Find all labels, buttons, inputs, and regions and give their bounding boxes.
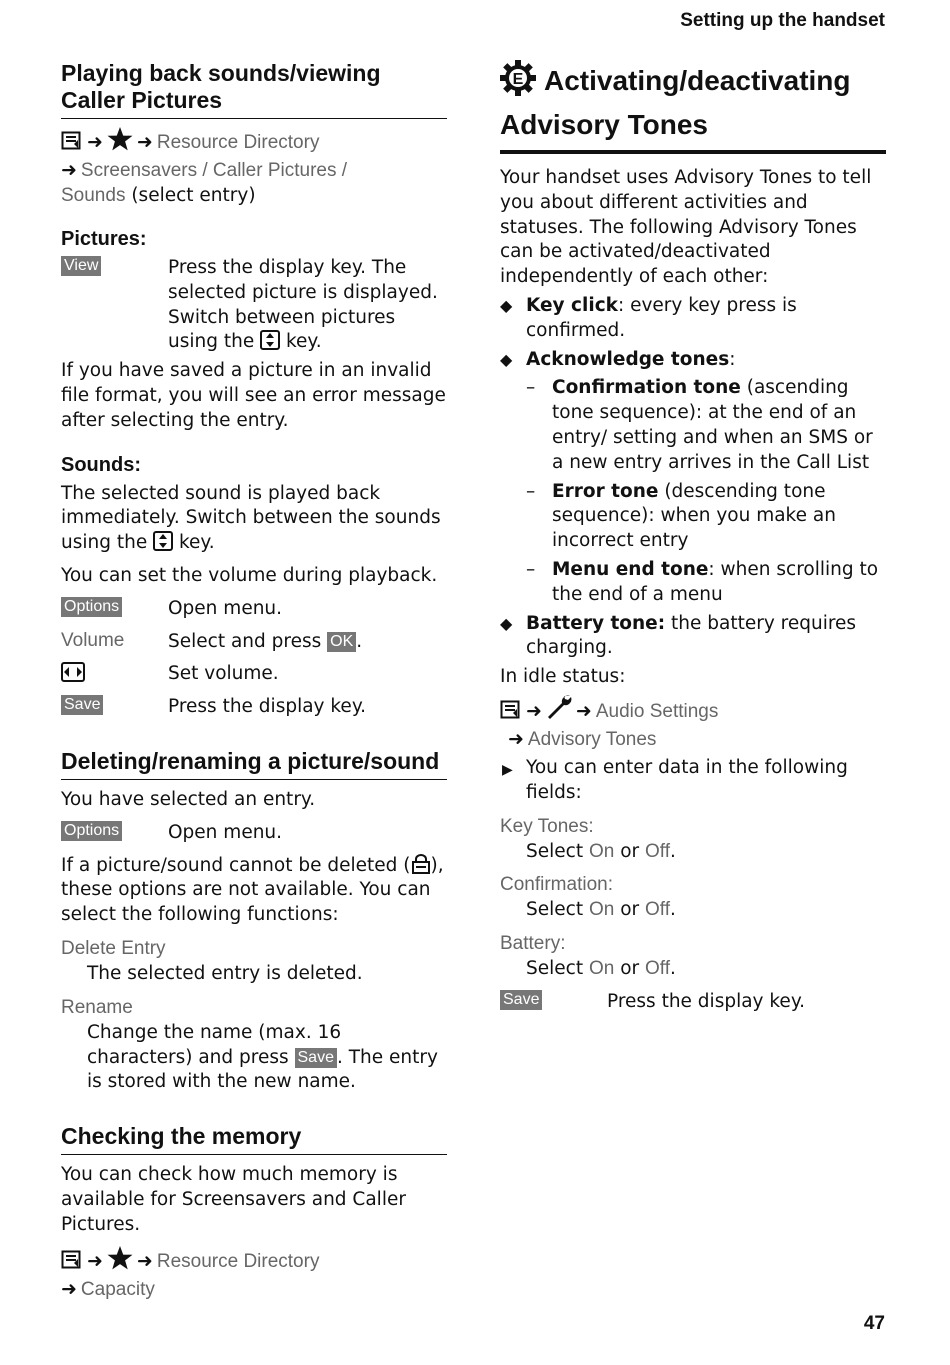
option-off[interactable]: Off <box>645 840 670 862</box>
list-item <box>500 348 886 608</box>
ok-key[interactable]: OK <box>327 632 356 652</box>
star-icon <box>107 1246 133 1277</box>
menu-item-capacity[interactable]: Capacity <box>80 1278 155 1300</box>
arrow-icon: ➜ <box>61 1277 77 1300</box>
view-text-end: key. <box>280 331 322 353</box>
sounds-text <box>61 482 447 556</box>
menu-item-delete-entry[interactable]: Delete Entry <box>61 937 166 959</box>
option-off[interactable]: Off <box>645 899 670 921</box>
dash-bullet: – <box>526 480 536 502</box>
invalid-format-text: If you have saved a picture in an invalid file format, you will see an error message after selecting the entry. <box>61 360 446 431</box>
rename-text <box>61 1021 447 1095</box>
field-options <box>500 898 886 923</box>
menu-path-advisory <box>500 694 886 752</box>
bullet-term: Acknowledge tones <box>526 348 730 370</box>
option-on[interactable]: On <box>588 840 615 862</box>
field-label: Battery: <box>500 933 566 955</box>
memory-text: You can check how much memory is available for Screensavers and Caller Pictures. <box>61 1164 406 1235</box>
arrow-icon: ➜ <box>87 1249 103 1272</box>
section-title-deleting: Deleting/renaming a picture/sound <box>61 748 447 780</box>
path-note: (select entry) <box>125 185 256 206</box>
or-text: or <box>614 840 645 862</box>
or-text: or <box>614 958 645 980</box>
sub-text: : when scrolling to the end of a menu <box>552 558 879 605</box>
sounds-text-start: The selected sound is played back immediately. Switch between the sounds using the <box>61 482 441 554</box>
menu-item-resource-directory[interactable]: Resource Directory <box>156 1250 320 1272</box>
cannot-delete-text <box>61 854 447 928</box>
list-item <box>526 558 886 608</box>
nav-left-right-icon <box>61 667 85 686</box>
save-text: Press the display key. <box>168 696 367 718</box>
bullet-text: the battery requires charging. <box>526 612 857 659</box>
menu-item-sounds[interactable]: Sounds <box>61 185 126 206</box>
title-line-1: Activating/deactivating <box>544 65 851 96</box>
rename-text-end: . The entry is stored with the new name. <box>87 1046 438 1093</box>
field-battery <box>500 931 886 982</box>
arrow-icon: ➜ <box>136 1249 153 1272</box>
triangle-bullet-icon: ▶ <box>502 761 513 778</box>
menu-item-resource-directory[interactable]: Resource Directory <box>156 132 320 153</box>
arrow-icon: ➜ <box>61 159 77 181</box>
options-row <box>61 597 447 622</box>
dash-bullet: – <box>526 377 536 399</box>
protected-icon <box>411 855 431 876</box>
period: . <box>670 958 676 980</box>
option-on[interactable]: On <box>588 899 615 921</box>
field-label: Key Tones: <box>500 815 594 837</box>
title-line-2: Advisory Tones <box>500 109 708 140</box>
sub-term: Error tone <box>552 480 659 502</box>
arrow-icon: ➜ <box>136 131 153 153</box>
save-key[interactable]: Save <box>61 695 103 715</box>
save-key[interactable]: Save <box>295 1048 337 1068</box>
delete-entry-text: The selected entry is deleted. <box>87 962 363 984</box>
field-options <box>500 840 886 865</box>
options-text: Open menu. <box>168 597 283 619</box>
sub-term: Menu end tone <box>552 558 709 580</box>
field-confirmation <box>500 872 886 923</box>
field-options <box>500 957 886 982</box>
deleting-options-row <box>61 821 447 846</box>
menu-item-audio-settings[interactable]: Audio Settings <box>595 700 719 722</box>
menu-path-playback <box>61 127 447 208</box>
bullet-term: Key click <box>526 294 618 316</box>
list-item <box>526 480 886 554</box>
cannot-delete-start: If a picture/sound cannot be deleted ( <box>61 854 411 876</box>
advisory-intro: Your handset uses Advisory Tones to tell you about different activities and statuses. The following Advisory Tones can be activated/deactivated independently of each other: <box>500 167 872 288</box>
select-text: Select <box>526 840 589 862</box>
menu-item-advisory-tones[interactable]: Advisory Tones <box>527 728 657 750</box>
save-row <box>61 695 447 720</box>
view-key[interactable]: View <box>61 256 101 276</box>
advisory-save-row <box>500 990 886 1015</box>
left-column <box>61 60 447 1302</box>
svg-text:E: E <box>512 71 524 88</box>
option-on[interactable]: On <box>588 958 615 980</box>
section-title-memory: Checking the memory <box>61 1123 447 1155</box>
page-number: 47 <box>863 1313 885 1334</box>
enter-data-label: You can enter data in the following fields: <box>526 756 848 803</box>
deleting-options-text: Open menu. <box>168 821 283 843</box>
view-row <box>61 256 447 355</box>
set-volume-row <box>61 662 447 687</box>
expert-mode-icon <box>500 60 536 106</box>
set-volume-text: Set volume. <box>168 663 279 685</box>
advisory-tone-list <box>500 294 886 661</box>
rename-text-start: Change the name (max. 16 characters) and press <box>87 1021 342 1068</box>
option-off[interactable]: Off <box>645 958 670 980</box>
field-key-tones <box>500 814 886 865</box>
or-text: or <box>614 899 645 921</box>
list-item <box>526 376 886 475</box>
menu-icon <box>61 131 83 158</box>
volume-row <box>61 630 447 655</box>
section-title-playback: Playing back sounds/viewing Caller Pictures <box>61 60 447 119</box>
select-text: Select <box>526 958 589 980</box>
nav-updown-icon <box>260 331 280 352</box>
sub-term: Confirmation tone <box>552 377 741 399</box>
volume-intro: You can set the volume during playback. <box>61 564 438 586</box>
diamond-bullet-icon: ◆ <box>500 613 513 633</box>
view-text: Press the display key. The selected picture is displayed. Switch between pictures using the <box>168 257 438 353</box>
options-key[interactable]: Options <box>61 597 122 617</box>
diamond-bullet-icon: ◆ <box>500 349 513 369</box>
section-title-advisory-tones <box>500 60 886 154</box>
menu-icon <box>61 1250 83 1277</box>
acknowledge-tone-sublist <box>526 376 886 607</box>
options-key[interactable]: Options <box>61 821 122 841</box>
bullet-term: Battery tone: <box>526 612 666 634</box>
star-icon <box>107 127 133 158</box>
right-column <box>500 60 886 1015</box>
save-key[interactable]: Save <box>500 990 542 1010</box>
period: . <box>670 899 676 921</box>
bullet-text: : every key press is confirmed. <box>526 294 797 341</box>
arrow-icon: ➜ <box>575 699 592 722</box>
sub-text: (descending tone sequence): when you make an incorrect entry <box>552 480 836 552</box>
sounds-text-end: key. <box>173 532 215 554</box>
menu-path-memory <box>61 1246 447 1302</box>
menu-item-rename[interactable]: Rename <box>61 996 133 1018</box>
list-item <box>500 294 886 344</box>
arrow-icon: ➜ <box>526 699 542 722</box>
field-label: Confirmation: <box>500 874 613 896</box>
advisory-save-text: Press the display key. <box>607 990 806 1012</box>
enter-data-text <box>500 756 886 806</box>
menu-item-screensavers[interactable]: Screensavers / Caller Pictures / <box>80 160 348 181</box>
pictures-heading: Pictures: <box>61 228 147 250</box>
volume-action: Select and press <box>168 630 328 652</box>
menu-icon <box>500 700 522 727</box>
sounds-heading: Sounds: <box>61 453 141 476</box>
volume-action-end: . <box>356 630 363 652</box>
deleting-intro: You have selected an entry. <box>61 788 316 810</box>
running-header: Setting up the handset <box>680 10 885 31</box>
wrench-icon <box>546 694 572 727</box>
diamond-bullet-icon: ◆ <box>500 295 513 315</box>
menu-item-volume[interactable]: Volume <box>61 629 125 651</box>
arrow-icon: ➜ <box>87 131 103 153</box>
arrow-icon: ➜ <box>508 727 524 750</box>
nav-updown-icon <box>153 532 173 553</box>
idle-status-text: In idle status: <box>500 666 626 688</box>
period: . <box>670 840 676 862</box>
bullet-text: : <box>729 348 736 370</box>
sub-text: (ascending tone sequence): at the end of an entry/ setting and when an SMS or a new entry arrives in the Call List <box>552 377 873 473</box>
cannot-delete-end: ), these options are not available. You can select the following functions: <box>61 854 444 926</box>
dash-bullet: – <box>526 558 536 580</box>
list-item <box>500 612 886 662</box>
select-text: Select <box>526 899 589 921</box>
